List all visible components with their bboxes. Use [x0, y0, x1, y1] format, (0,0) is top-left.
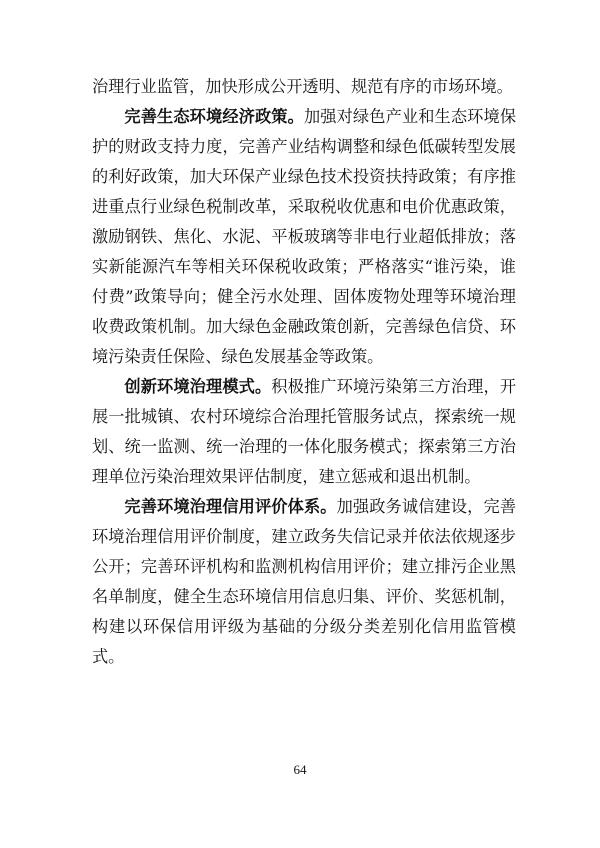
page-number: 64	[293, 762, 307, 777]
paragraph-heading: 创新环境治理模式。	[124, 377, 272, 396]
paragraph-economic-policy	[92, 102, 516, 372]
paragraph-credit-system	[92, 492, 516, 672]
paragraph-governance-model	[92, 372, 516, 492]
body-text	[92, 72, 516, 672]
paragraph-text: 加强对绿色产业和生态环境保护的财政支持力度，完善产业结构调整和绿色低碳转型发展的利好政策，加大环保产业绿色技术投资扶持政策；有序推进重点行业绿色税制改革，采取税收优惠和电价优惠政策，激励钢铁、焦化、水泥、平板玻璃等非电行业超低排放；落实新能源汽车等相关环保税收政策；严格落实“谁污染，谁付费”政策导向；健全污水处理、固体废物处理等环境治理收费政策机制。加大绿色金融政策创新，完善绿色信贷、环境污染责任保险、绿色发展基金等政策。	[92, 107, 517, 366]
paragraph-text: 积极推广环境污染第三方治理，开展一批城镇、农村环境综合治理托管服务试点，探索统一规划、统一监测、统一治理的一体化服务模式；探索第三方治理单位污染治理效果评估制度，建立惩戒和退出机制。	[92, 377, 517, 486]
paragraph-heading: 完善环境治理信用评价体系。	[124, 497, 337, 516]
paragraph-continuation	[92, 72, 516, 102]
paragraph-heading: 完善生态环境经济政策。	[124, 107, 304, 126]
paragraph-text: 治理行业监管，加快形成公开透明、规范有序的市场环境。	[92, 77, 513, 96]
paragraph-text: 加强政务诚信建设，完善环境治理信用评价制度，建立政务失信记录并依法依规逐步公开；完善环评机构和监测机构信用评价；建立排污企业黑名单制度，健全生态环境信用信息归集、评价、奖惩机制，构建以环保信用评级为基础的分级分类差别化信用监管模式。	[92, 497, 517, 666]
